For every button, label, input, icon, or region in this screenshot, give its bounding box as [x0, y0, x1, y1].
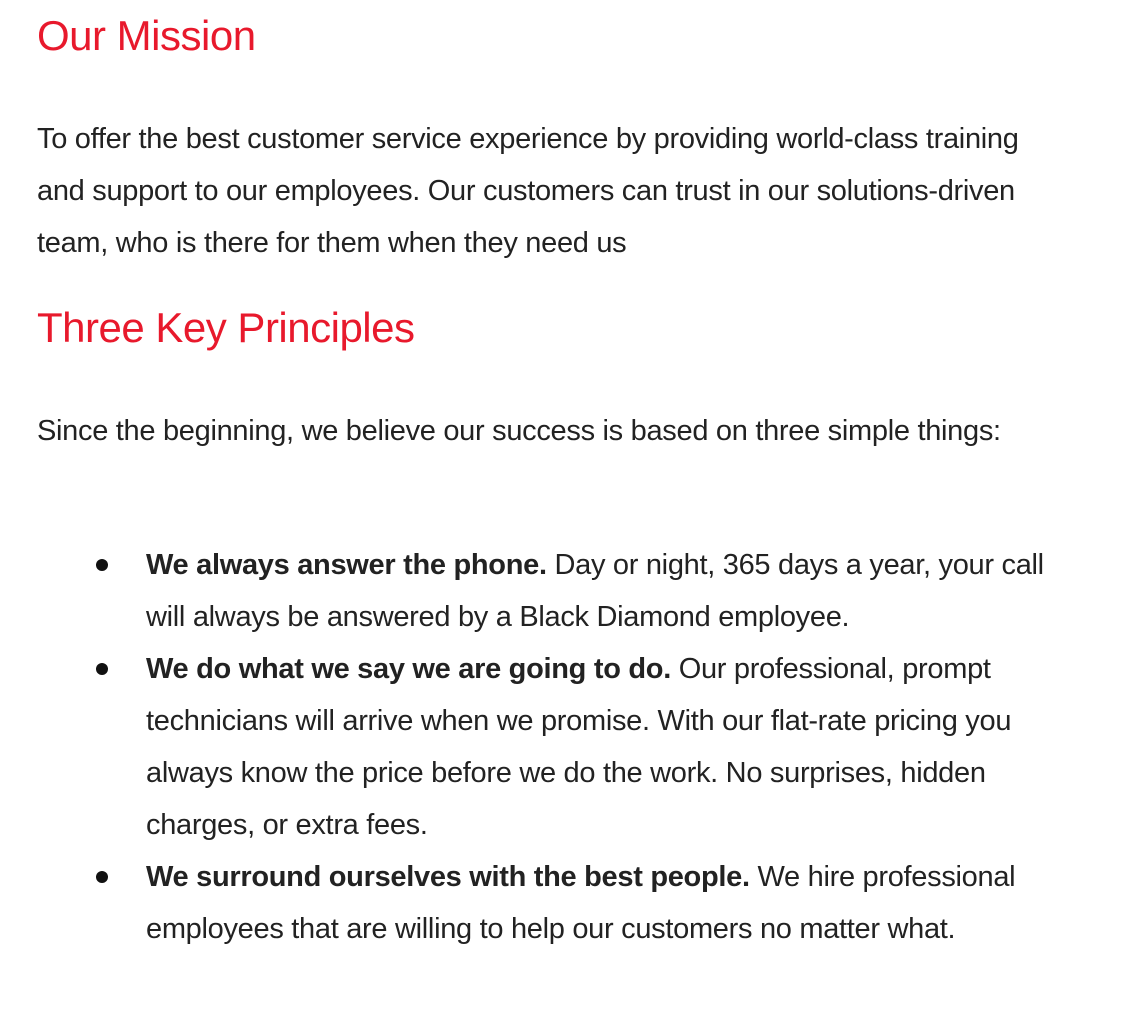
mission-heading: Our Mission [37, 12, 256, 59]
bullet-icon [96, 663, 108, 675]
principle-lead: We surround ourselves with the best people. [146, 861, 750, 893]
principle-lead: We always answer the phone. [146, 549, 547, 581]
principle-item [37, 851, 1067, 955]
principle-item [37, 643, 1067, 851]
mission-text: To offer the best customer service experience by providing world-class training and support to our employees. Our customers can trust in our solutions-driven team, who is there for them when they need us [37, 123, 1019, 259]
principle-text: Day or night, 365 days a year, your call will always be answered by a Black Diamond employee. [146, 549, 1044, 633]
principles-heading: Three Key Principles [37, 304, 415, 351]
principles-list [37, 539, 1067, 955]
principle-text: We hire professional employees that are willing to help our customers no matter what. [146, 861, 1016, 945]
principle-text: Our professional, prompt technicians will arrive when we promise. With our flat-rate pricing you always know the price before we do the work. No surprises, hidden charges, or extra fees. [146, 653, 1012, 841]
bullet-icon [96, 559, 108, 571]
principle-item [37, 539, 1067, 643]
principles-intro: Since the beginning, we believe our success is based on three simple things: [37, 415, 1001, 447]
principle-lead: We do what we say we are going to do. [146, 653, 671, 685]
bullet-icon [96, 871, 108, 883]
